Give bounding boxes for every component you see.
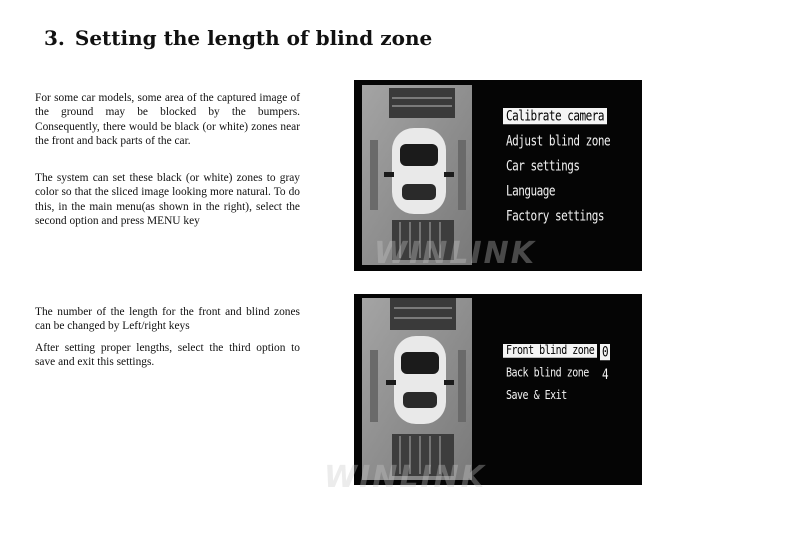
menu-item-car-settings[interactable]: Car settings <box>506 158 580 175</box>
watermark-logo-2: WINLINK <box>324 460 486 495</box>
menu-item-back-blind-zone[interactable]: Back blind zone <box>506 366 589 381</box>
paragraph-length-keys: The number of the length for the front and blind zones can be changed by Left/right keys <box>35 306 300 333</box>
paragraph-bumper-blocking: For some car models, some area of the captured image of the ground may be blocked by the bumpers. Consequently, there would be black (or white) zones near the front and back parts of the car. <box>35 92 300 148</box>
watermark-logo: WINLINK <box>374 236 536 271</box>
birdview-camera-image-2 <box>354 294 642 485</box>
menu-item-adjust-blind-zone[interactable]: Adjust blind zone <box>506 133 611 150</box>
menu-item-factory-settings[interactable]: Factory settings <box>506 208 604 225</box>
menu-item-calibrate-camera[interactable]: Calibrate camera <box>503 108 607 124</box>
main-menu-screenshot <box>354 80 642 271</box>
section-title: Setting the length of blind zone <box>74 26 433 50</box>
section-heading <box>44 26 432 50</box>
menu-item-language[interactable]: Language <box>506 183 555 200</box>
front-blind-zone-value[interactable]: 0 <box>602 344 609 361</box>
paragraph-save-exit: After setting proper lengths, select the third option to save and exit this settings. <box>35 342 300 369</box>
back-blind-zone-value[interactable]: 4 <box>602 366 609 383</box>
paragraph-gray-zones: The system can set these black (or white) zones to gray color so that the sliced image looking more natural. To do this, in the main menu(as shown in the right), select the second option and press MENU key <box>35 172 300 228</box>
section-number: 3. <box>44 26 65 50</box>
blind-zone-screenshot <box>324 294 642 495</box>
menu-item-front-blind-zone[interactable]: Front blind zone <box>503 344 597 358</box>
menu-item-save-exit[interactable]: Save & Exit <box>506 389 567 403</box>
